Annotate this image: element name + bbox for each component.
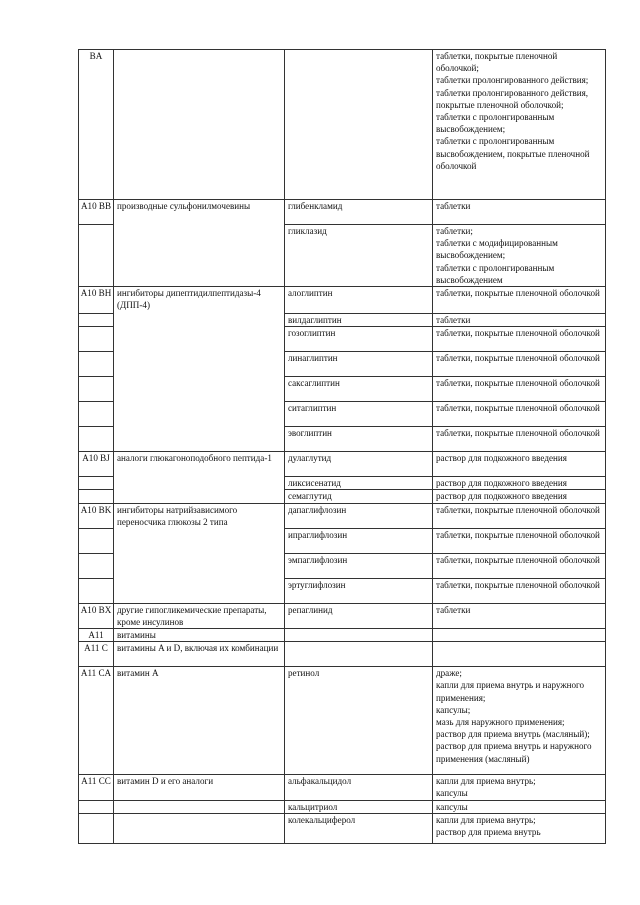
atc-code-cell bbox=[79, 490, 114, 503]
dosage-form-cell: таблетки bbox=[433, 314, 606, 327]
substance-cell: колекальциферол bbox=[285, 813, 433, 843]
substance-cell: ликсисенатид bbox=[285, 477, 433, 490]
dosage-form-cell: таблетки, покрытые пленочной оболочкой bbox=[433, 352, 606, 377]
atc-code-cell: A11 C bbox=[79, 642, 114, 667]
group-cell bbox=[114, 813, 285, 843]
table-row bbox=[79, 775, 606, 800]
atc-code-cell bbox=[79, 314, 114, 327]
atc-code-cell bbox=[79, 377, 114, 402]
group-cell: другие гипогликемические препараты, кроме инсулинов bbox=[114, 603, 285, 628]
table-row bbox=[79, 287, 606, 314]
group-cell bbox=[114, 50, 285, 200]
atc-code-cell: A11 CA bbox=[79, 667, 114, 775]
atc-code-cell bbox=[79, 813, 114, 843]
atc-code-cell bbox=[79, 327, 114, 352]
substance-cell: семаглутид bbox=[285, 490, 433, 503]
dosage-form-cell: таблетки, покрытые пленочной оболочкой bbox=[433, 327, 606, 352]
group-cell: производные сульфонилмочевины bbox=[114, 200, 285, 287]
group-cell: аналоги глюкагоноподобного пептида-1 bbox=[114, 452, 285, 503]
substance-cell: эвоглиптин bbox=[285, 427, 433, 452]
atc-code-cell bbox=[79, 477, 114, 490]
atc-code-cell bbox=[79, 402, 114, 427]
atc-code-cell: A10 BH bbox=[79, 287, 114, 314]
atc-code-cell bbox=[79, 578, 114, 603]
group-cell: ингибиторы дипептидилпептидазы-4 (ДПП-4) bbox=[114, 287, 285, 452]
group-cell: витамины A и D, включая их комбинации bbox=[114, 642, 285, 667]
table-row bbox=[79, 200, 606, 225]
dosage-form-cell: драже; капли для приема внутрь и наружного применения; капсулы; мазь для наружного применения; раствор для приема внутрь (масляный); раствор для приема внутрь и наружного применения (масляный) bbox=[433, 667, 606, 775]
table-row bbox=[79, 629, 606, 642]
table-row bbox=[79, 642, 606, 667]
substance-cell: линаглиптин bbox=[285, 352, 433, 377]
substance-cell: эртуглифлозин bbox=[285, 578, 433, 603]
dosage-form-cell: таблетки, покрытые пленочной оболочкой bbox=[433, 528, 606, 553]
atc-code-cell: A11 bbox=[79, 629, 114, 642]
substance-cell: кальцитриол bbox=[285, 800, 433, 813]
atc-code-cell: A10 BX bbox=[79, 603, 114, 628]
table-row bbox=[79, 800, 606, 813]
substance-cell bbox=[285, 50, 433, 200]
substance-cell: альфакальцидол bbox=[285, 775, 433, 800]
dosage-form-cell: таблетки, покрытые пленочной оболочкой bbox=[433, 287, 606, 314]
atc-code-cell bbox=[79, 528, 114, 553]
dosage-form-cell: таблетки, покрытые пленочной оболочкой bbox=[433, 402, 606, 427]
dosage-form-cell: таблетки, покрытые пленочной оболочкой bbox=[433, 553, 606, 578]
table-row bbox=[79, 452, 606, 477]
dosage-form-cell bbox=[433, 642, 606, 667]
atc-code-cell: BA bbox=[79, 50, 114, 200]
atc-code-cell bbox=[79, 800, 114, 813]
dosage-form-cell: раствор для подкожного введения bbox=[433, 452, 606, 477]
atc-code-cell: A10 BJ bbox=[79, 452, 114, 477]
dosage-form-cell: таблетки, покрытые пленочной оболочкой bbox=[433, 427, 606, 452]
substance-cell: гозоглиптин bbox=[285, 327, 433, 352]
atc-code-cell bbox=[79, 225, 114, 287]
group-cell: витамины bbox=[114, 629, 285, 642]
atc-code-cell: A11 CC bbox=[79, 775, 114, 800]
group-cell: ингибиторы натрийзависимого переносчика глюкозы 2 типа bbox=[114, 503, 285, 603]
atc-code-cell: A10 BB bbox=[79, 200, 114, 225]
table-row bbox=[79, 603, 606, 628]
atc-code-cell: A10 BK bbox=[79, 503, 114, 528]
dosage-form-cell: таблетки bbox=[433, 200, 606, 225]
substance-cell: дулаглутид bbox=[285, 452, 433, 477]
group-cell: витамин D и его аналоги bbox=[114, 775, 285, 800]
substance-cell: ретинол bbox=[285, 667, 433, 775]
dosage-form-cell bbox=[433, 629, 606, 642]
atc-code-cell bbox=[79, 553, 114, 578]
substance-cell: саксаглиптин bbox=[285, 377, 433, 402]
dosage-form-cell: таблетки, покрытые пленочной оболочкой; таблетки пролонгированного действия; таблетки пролонгированного действия, покрытые пленочной оболочкой; таблетки с пролонгированным высвобождением; таблетки с пролонгированным высвобождением, покрытые пленочной оболочкой bbox=[433, 50, 606, 200]
table-row bbox=[79, 667, 606, 775]
dosage-form-cell: таблетки, покрытые пленочной оболочкой bbox=[433, 578, 606, 603]
substance-cell: дапаглифлозин bbox=[285, 503, 433, 528]
substance-cell: эмпаглифлозин bbox=[285, 553, 433, 578]
dosage-form-cell: капли для приема внутрь; раствор для приема внутрь bbox=[433, 813, 606, 843]
substance-cell: вилдаглиптин bbox=[285, 314, 433, 327]
table-row bbox=[79, 503, 606, 528]
dosage-form-cell: раствор для подкожного введения bbox=[433, 477, 606, 490]
group-cell: витамин A bbox=[114, 667, 285, 775]
dosage-form-cell: капсулы bbox=[433, 800, 606, 813]
substance-cell: гликлазид bbox=[285, 225, 433, 287]
substance-cell: ипраглифлозин bbox=[285, 528, 433, 553]
dosage-form-cell: капли для приема внутрь; капсулы bbox=[433, 775, 606, 800]
dosage-form-cell: раствор для подкожного введения bbox=[433, 490, 606, 503]
dosage-form-cell: таблетки, покрытые пленочной оболочкой bbox=[433, 503, 606, 528]
table-row bbox=[79, 50, 606, 200]
substance-cell: репаглинид bbox=[285, 603, 433, 628]
substance-cell: глибенкламид bbox=[285, 200, 433, 225]
atc-code-cell bbox=[79, 352, 114, 377]
substance-cell bbox=[285, 629, 433, 642]
substance-cell bbox=[285, 642, 433, 667]
table-body bbox=[79, 50, 606, 844]
table-row bbox=[79, 813, 606, 843]
drug-classification-table bbox=[78, 49, 606, 844]
dosage-form-cell: таблетки; таблетки с модифицированным высвобождением; таблетки с пролонгированным высвобождением bbox=[433, 225, 606, 287]
dosage-form-cell: таблетки, покрытые пленочной оболочкой bbox=[433, 377, 606, 402]
dosage-form-cell: таблетки bbox=[433, 603, 606, 628]
atc-code-cell bbox=[79, 427, 114, 452]
substance-cell: ситаглиптин bbox=[285, 402, 433, 427]
substance-cell: алоглиптин bbox=[285, 287, 433, 314]
group-cell bbox=[114, 800, 285, 813]
